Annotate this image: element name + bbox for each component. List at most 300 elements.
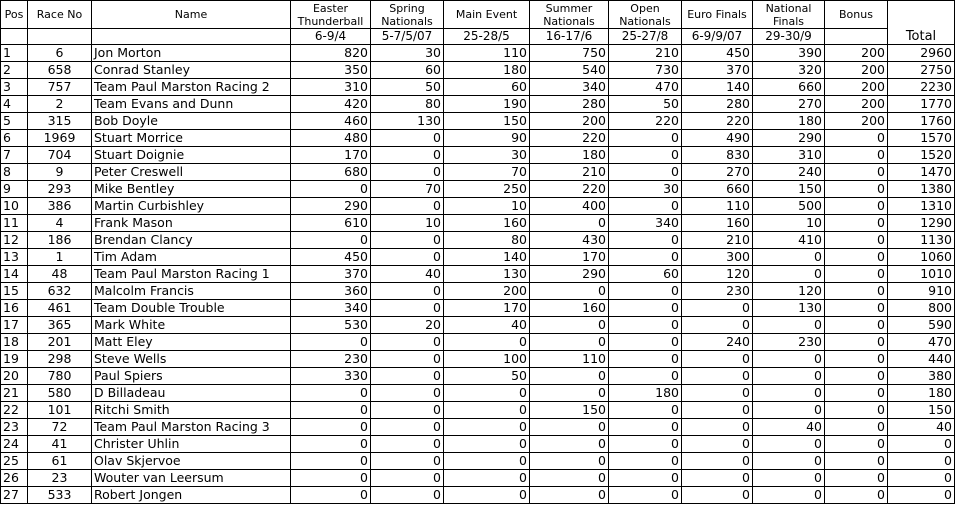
cell-name: Robert Jongen	[92, 487, 291, 504]
cell-total: 40	[888, 419, 955, 436]
cell-score: 270	[682, 164, 753, 181]
cell-pos: 15	[1, 283, 28, 300]
cell-race-no: 2	[28, 96, 92, 113]
cell-pos: 26	[1, 470, 28, 487]
cell-score: 0	[444, 487, 530, 504]
cell-score: 0	[609, 164, 682, 181]
cell-score: 200	[444, 283, 530, 300]
cell-score: 0	[682, 402, 753, 419]
cell-score: 0	[444, 334, 530, 351]
table-row	[1, 249, 955, 266]
cell-bonus: 0	[825, 283, 888, 300]
cell-score: 300	[682, 249, 753, 266]
cell-score: 330	[291, 368, 371, 385]
cell-race-no: 757	[28, 79, 92, 96]
cell-total: 1470	[888, 164, 955, 181]
cell-score: 0	[530, 368, 609, 385]
header-date-6: 6-9/9/07	[682, 29, 753, 45]
cell-score: 0	[682, 436, 753, 453]
cell-score: 340	[291, 300, 371, 317]
cell-score: 0	[753, 453, 825, 470]
cell-score: 0	[753, 351, 825, 368]
cell-score: 0	[530, 436, 609, 453]
table-row	[1, 351, 955, 368]
cell-score: 0	[753, 436, 825, 453]
cell-score: 180	[444, 62, 530, 79]
cell-race-no: 632	[28, 283, 92, 300]
cell-bonus: 0	[825, 266, 888, 283]
cell-pos: 11	[1, 215, 28, 232]
cell-score: 0	[291, 232, 371, 249]
cell-total: 0	[888, 436, 955, 453]
cell-name: Olav Skjervoe	[92, 453, 291, 470]
cell-pos: 21	[1, 385, 28, 402]
cell-race-no: 9	[28, 164, 92, 181]
header-total: Total	[888, 1, 955, 45]
cell-score: 0	[444, 436, 530, 453]
cell-score: 290	[291, 198, 371, 215]
cell-bonus: 0	[825, 147, 888, 164]
cell-score: 220	[530, 130, 609, 147]
cell-score: 50	[444, 368, 530, 385]
cell-bonus: 200	[825, 113, 888, 130]
cell-bonus: 0	[825, 487, 888, 504]
cell-score: 0	[753, 266, 825, 283]
cell-total: 1010	[888, 266, 955, 283]
cell-score: 0	[530, 283, 609, 300]
cell-score: 0	[530, 317, 609, 334]
cell-score: 0	[609, 334, 682, 351]
cell-race-no: 186	[28, 232, 92, 249]
cell-bonus: 0	[825, 181, 888, 198]
cell-score: 240	[753, 164, 825, 181]
cell-race-no: 23	[28, 470, 92, 487]
cell-score: 200	[530, 113, 609, 130]
cell-name: Tim Adam	[92, 249, 291, 266]
cell-pos: 6	[1, 130, 28, 147]
cell-score: 0	[371, 385, 444, 402]
cell-name: Mike Bentley	[92, 181, 291, 198]
table-row	[1, 232, 955, 249]
cell-total: 470	[888, 334, 955, 351]
cell-score: 0	[609, 402, 682, 419]
cell-total: 1060	[888, 249, 955, 266]
cell-pos: 8	[1, 164, 28, 181]
cell-score: 660	[682, 181, 753, 198]
cell-score: 0	[444, 385, 530, 402]
cell-bonus: 0	[825, 215, 888, 232]
cell-bonus: 200	[825, 45, 888, 62]
cell-score: 0	[609, 487, 682, 504]
table-row	[1, 317, 955, 334]
cell-score: 0	[444, 453, 530, 470]
header-date-5: 25-27/8	[609, 29, 682, 45]
cell-score: 450	[682, 45, 753, 62]
cell-score: 0	[609, 300, 682, 317]
cell-race-no: 365	[28, 317, 92, 334]
cell-score: 160	[682, 215, 753, 232]
cell-score: 140	[682, 79, 753, 96]
cell-score: 0	[609, 147, 682, 164]
table-row	[1, 368, 955, 385]
cell-race-no: 41	[28, 436, 92, 453]
cell-bonus: 200	[825, 62, 888, 79]
cell-score: 210	[530, 164, 609, 181]
cell-name: Team Double Trouble	[92, 300, 291, 317]
cell-score: 210	[682, 232, 753, 249]
cell-score: 40	[753, 419, 825, 436]
cell-score: 0	[444, 470, 530, 487]
cell-race-no: 1	[28, 249, 92, 266]
cell-score: 0	[609, 283, 682, 300]
cell-score: 0	[609, 198, 682, 215]
cell-race-no: 461	[28, 300, 92, 317]
cell-score: 0	[609, 232, 682, 249]
cell-bonus: 0	[825, 351, 888, 368]
cell-race-no: 201	[28, 334, 92, 351]
table-row	[1, 164, 955, 181]
cell-score: 400	[530, 198, 609, 215]
cell-score: 0	[682, 419, 753, 436]
cell-score: 390	[753, 45, 825, 62]
cell-pos: 10	[1, 198, 28, 215]
table-row	[1, 419, 955, 436]
cell-score: 110	[530, 351, 609, 368]
cell-race-no: 298	[28, 351, 92, 368]
cell-score: 230	[291, 351, 371, 368]
cell-score: 540	[530, 62, 609, 79]
cell-total: 910	[888, 283, 955, 300]
cell-race-no: 580	[28, 385, 92, 402]
cell-bonus: 0	[825, 334, 888, 351]
cell-name: Team Paul Marston Racing 1	[92, 266, 291, 283]
cell-name: Matt Eley	[92, 334, 291, 351]
cell-score: 0	[530, 453, 609, 470]
cell-score: 0	[753, 368, 825, 385]
cell-score: 40	[371, 266, 444, 283]
table-row	[1, 436, 955, 453]
cell-score: 0	[682, 351, 753, 368]
table-row	[1, 113, 955, 130]
cell-score: 0	[682, 487, 753, 504]
table-header	[1, 1, 955, 45]
cell-score: 250	[444, 181, 530, 198]
table-row	[1, 334, 955, 351]
table-row	[1, 487, 955, 504]
table-row	[1, 45, 955, 62]
cell-pos: 18	[1, 334, 28, 351]
cell-score: 30	[609, 181, 682, 198]
cell-score: 290	[753, 130, 825, 147]
cell-score: 0	[682, 300, 753, 317]
header-event-5: Open Nationals	[609, 1, 682, 29]
cell-score: 470	[609, 79, 682, 96]
cell-pos: 22	[1, 402, 28, 419]
header-bonus: Bonus	[825, 1, 888, 29]
cell-pos: 4	[1, 96, 28, 113]
cell-score: 340	[609, 215, 682, 232]
cell-score: 0	[753, 317, 825, 334]
header-race-no: Race No	[28, 1, 92, 29]
cell-score: 30	[444, 147, 530, 164]
cell-score: 0	[753, 249, 825, 266]
cell-bonus: 0	[825, 300, 888, 317]
cell-score: 0	[371, 453, 444, 470]
cell-total: 1290	[888, 215, 955, 232]
cell-name: Malcolm Francis	[92, 283, 291, 300]
cell-score: 0	[291, 334, 371, 351]
header-date-3: 25-28/5	[444, 29, 530, 45]
cell-score: 0	[530, 385, 609, 402]
cell-score: 0	[530, 470, 609, 487]
cell-score: 0	[753, 487, 825, 504]
cell-score: 50	[371, 79, 444, 96]
cell-score: 0	[371, 334, 444, 351]
cell-score: 0	[682, 385, 753, 402]
cell-score: 0	[291, 453, 371, 470]
cell-score: 180	[609, 385, 682, 402]
header-event-4: Summer Nationals	[530, 1, 609, 29]
cell-bonus: 0	[825, 164, 888, 181]
cell-score: 0	[291, 487, 371, 504]
table-row	[1, 198, 955, 215]
cell-score: 100	[444, 351, 530, 368]
cell-score: 130	[371, 113, 444, 130]
cell-total: 440	[888, 351, 955, 368]
cell-score: 290	[530, 266, 609, 283]
cell-score: 0	[609, 130, 682, 147]
cell-score: 80	[371, 96, 444, 113]
cell-score: 120	[753, 283, 825, 300]
cell-score: 10	[371, 215, 444, 232]
table-row	[1, 215, 955, 232]
cell-score: 220	[682, 113, 753, 130]
cell-score: 30	[371, 45, 444, 62]
cell-score: 0	[291, 181, 371, 198]
cell-race-no: 72	[28, 419, 92, 436]
cell-name: Team Evans and Dunn	[92, 96, 291, 113]
cell-total: 2960	[888, 45, 955, 62]
cell-score: 830	[682, 147, 753, 164]
cell-bonus: 0	[825, 198, 888, 215]
cell-pos: 7	[1, 147, 28, 164]
cell-total: 150	[888, 402, 955, 419]
cell-race-no: 704	[28, 147, 92, 164]
cell-total: 1520	[888, 147, 955, 164]
header-event-7: National Finals	[753, 1, 825, 29]
cell-score: 140	[444, 249, 530, 266]
cell-pos: 3	[1, 79, 28, 96]
table-row	[1, 385, 955, 402]
cell-race-no: 6	[28, 45, 92, 62]
cell-bonus: 0	[825, 317, 888, 334]
cell-pos: 1	[1, 45, 28, 62]
cell-bonus: 200	[825, 96, 888, 113]
cell-total: 0	[888, 470, 955, 487]
cell-name: Martin Curbishley	[92, 198, 291, 215]
cell-name: Stuart Morrice	[92, 130, 291, 147]
cell-score: 0	[753, 402, 825, 419]
cell-score: 0	[371, 436, 444, 453]
cell-score: 0	[682, 317, 753, 334]
header-event-6: Euro Finals	[682, 1, 753, 29]
cell-race-no: 293	[28, 181, 92, 198]
cell-score: 130	[444, 266, 530, 283]
cell-score: 280	[530, 96, 609, 113]
cell-score: 480	[291, 130, 371, 147]
cell-score: 530	[291, 317, 371, 334]
table-row	[1, 79, 955, 96]
cell-score: 150	[444, 113, 530, 130]
table-row	[1, 181, 955, 198]
cell-score: 270	[753, 96, 825, 113]
cell-pos: 16	[1, 300, 28, 317]
header-date-blank	[92, 29, 291, 45]
table-row	[1, 266, 955, 283]
cell-total: 1570	[888, 130, 955, 147]
cell-score: 220	[530, 181, 609, 198]
cell-score: 0	[530, 419, 609, 436]
cell-score: 240	[682, 334, 753, 351]
header-date-1: 6-9/4	[291, 29, 371, 45]
cell-score: 0	[291, 419, 371, 436]
cell-name: Frank Mason	[92, 215, 291, 232]
cell-name: Wouter van Leersum	[92, 470, 291, 487]
cell-score: 0	[609, 351, 682, 368]
cell-pos: 25	[1, 453, 28, 470]
cell-total: 800	[888, 300, 955, 317]
cell-score: 0	[371, 470, 444, 487]
cell-score: 0	[753, 385, 825, 402]
cell-score: 0	[609, 419, 682, 436]
cell-pos: 20	[1, 368, 28, 385]
cell-score: 190	[444, 96, 530, 113]
cell-bonus: 200	[825, 79, 888, 96]
table-row	[1, 147, 955, 164]
cell-name: Christer Uhlin	[92, 436, 291, 453]
table-row	[1, 453, 955, 470]
cell-total: 1310	[888, 198, 955, 215]
cell-score: 160	[530, 300, 609, 317]
cell-score: 310	[291, 79, 371, 96]
cell-race-no: 1969	[28, 130, 92, 147]
cell-score: 680	[291, 164, 371, 181]
cell-name: Jon Morton	[92, 45, 291, 62]
cell-score: 0	[291, 436, 371, 453]
cell-pos: 14	[1, 266, 28, 283]
cell-name: Paul Spiers	[92, 368, 291, 385]
cell-score: 180	[753, 113, 825, 130]
cell-bonus: 0	[825, 402, 888, 419]
cell-total: 1770	[888, 96, 955, 113]
cell-total: 590	[888, 317, 955, 334]
cell-pos: 13	[1, 249, 28, 266]
cell-score: 280	[682, 96, 753, 113]
cell-name: Stuart Doignie	[92, 147, 291, 164]
cell-pos: 19	[1, 351, 28, 368]
cell-score: 0	[371, 351, 444, 368]
cell-score: 60	[609, 266, 682, 283]
header-name: Name	[92, 1, 291, 29]
cell-bonus: 0	[825, 130, 888, 147]
cell-score: 0	[371, 368, 444, 385]
cell-score: 120	[682, 266, 753, 283]
cell-score: 0	[753, 470, 825, 487]
header-event-2: Spring Nationals	[371, 1, 444, 29]
cell-score: 20	[371, 317, 444, 334]
cell-race-no: 61	[28, 453, 92, 470]
header-date-4: 16-17/6	[530, 29, 609, 45]
cell-bonus: 0	[825, 419, 888, 436]
cell-total: 380	[888, 368, 955, 385]
cell-pos: 24	[1, 436, 28, 453]
cell-name: Team Paul Marston Racing 2	[92, 79, 291, 96]
table-row	[1, 62, 955, 79]
cell-bonus: 0	[825, 385, 888, 402]
cell-score: 0	[530, 215, 609, 232]
cell-score: 450	[291, 249, 371, 266]
cell-total: 1760	[888, 113, 955, 130]
cell-score: 130	[753, 300, 825, 317]
header-date-blank	[1, 29, 28, 45]
cell-bonus: 0	[825, 232, 888, 249]
cell-pos: 5	[1, 113, 28, 130]
cell-score: 730	[609, 62, 682, 79]
cell-score: 0	[609, 453, 682, 470]
cell-score: 150	[753, 181, 825, 198]
cell-score: 0	[371, 300, 444, 317]
cell-total: 0	[888, 487, 955, 504]
cell-race-no: 315	[28, 113, 92, 130]
cell-name: Conrad Stanley	[92, 62, 291, 79]
cell-name: Ritchi Smith	[92, 402, 291, 419]
cell-score: 220	[609, 113, 682, 130]
cell-score: 110	[444, 45, 530, 62]
cell-score: 230	[753, 334, 825, 351]
cell-score: 750	[530, 45, 609, 62]
cell-score: 170	[530, 249, 609, 266]
cell-bonus: 0	[825, 453, 888, 470]
cell-score: 0	[371, 232, 444, 249]
cell-score: 0	[371, 164, 444, 181]
cell-race-no: 48	[28, 266, 92, 283]
cell-race-no: 658	[28, 62, 92, 79]
cell-score: 180	[530, 147, 609, 164]
cell-score: 170	[444, 300, 530, 317]
cell-score: 0	[682, 470, 753, 487]
cell-score: 500	[753, 198, 825, 215]
cell-score: 360	[291, 283, 371, 300]
cell-name: Bob Doyle	[92, 113, 291, 130]
cell-pos: 17	[1, 317, 28, 334]
table-row	[1, 402, 955, 419]
cell-score: 170	[291, 147, 371, 164]
cell-bonus: 0	[825, 368, 888, 385]
cell-total: 180	[888, 385, 955, 402]
header-date-7: 29-30/9	[753, 29, 825, 45]
cell-score: 150	[530, 402, 609, 419]
cell-score: 0	[530, 334, 609, 351]
cell-score: 310	[753, 147, 825, 164]
table-row	[1, 470, 955, 487]
cell-pos: 23	[1, 419, 28, 436]
cell-pos: 12	[1, 232, 28, 249]
cell-score: 230	[682, 283, 753, 300]
table-row	[1, 283, 955, 300]
cell-name: Team Paul Marston Racing 3	[92, 419, 291, 436]
cell-score: 0	[609, 249, 682, 266]
cell-score: 0	[530, 487, 609, 504]
